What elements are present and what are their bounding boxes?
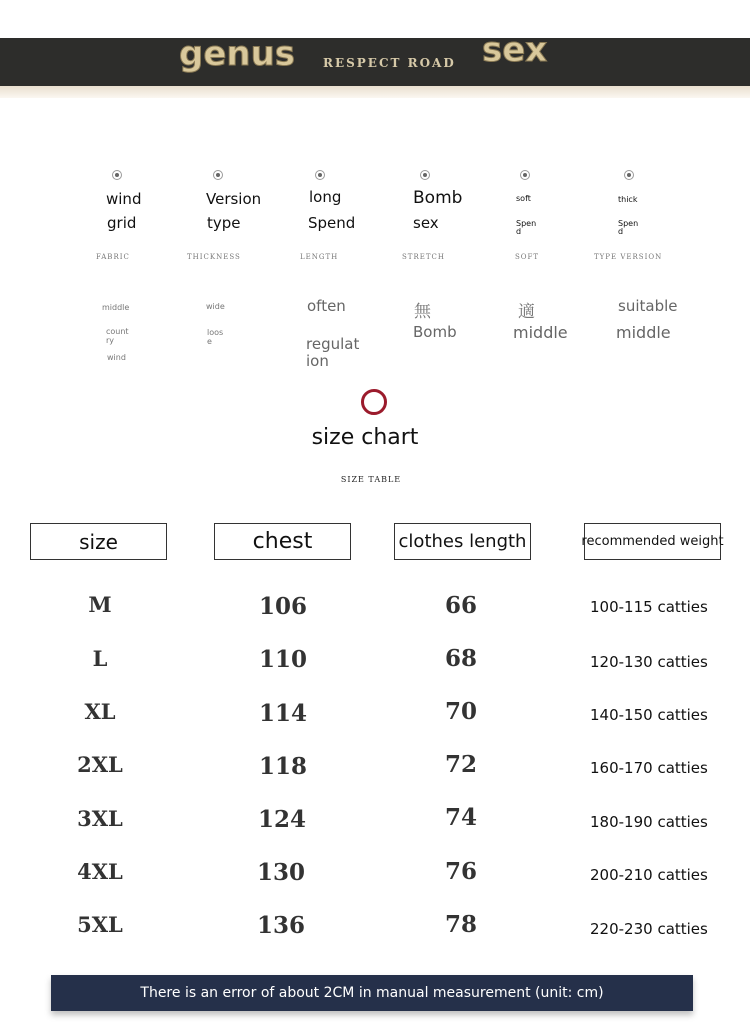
attribute-option: wind (107, 353, 126, 362)
attribute-label-type-line2: Spen d (618, 219, 639, 236)
attribute-label-fabric-line2: grid (107, 214, 137, 232)
attribute-radio-fabric[interactable] (112, 170, 122, 180)
attribute-category-length: LENGTH (300, 253, 339, 261)
attribute-option: often (307, 297, 346, 315)
attribute-label-soft-line1: soft (516, 194, 531, 203)
attribute-radio-stretch[interactable] (420, 170, 430, 180)
attribute-option: suitable (618, 297, 678, 315)
table-cell-length: 68 (444, 645, 477, 672)
table-cell-chest: 118 (258, 753, 307, 780)
attribute-option: count ry (106, 327, 129, 345)
banner-divider (0, 86, 750, 98)
table-cell-chest: 136 (256, 912, 305, 939)
attribute-category-soft: SOFT (515, 253, 540, 261)
table-cell-weight: 200-210 catties (590, 866, 708, 884)
table-cell-chest: 114 (258, 700, 307, 727)
attribute-radio-length[interactable] (315, 170, 325, 180)
attribute-radio-thickness[interactable] (213, 170, 223, 180)
attribute-option: 無 (414, 302, 431, 322)
attribute-radio-soft[interactable] (520, 170, 530, 180)
table-cell-length: 72 (444, 751, 477, 778)
table-cell-chest: 124 (257, 806, 306, 833)
table-cell-weight: 140-150 catties (590, 706, 708, 724)
banner-right-word: sex (482, 30, 548, 70)
table-cell-size: 4XL (77, 859, 123, 884)
attribute-label-length-line1: long (309, 188, 342, 206)
table-cell-size: L (92, 646, 108, 671)
attribute-option: 適 (518, 302, 535, 322)
attribute-option: loos e (207, 328, 224, 346)
attribute-option: Bomb (413, 323, 457, 341)
table-header-size: size (30, 523, 167, 560)
section-ring-icon (361, 389, 387, 415)
table-cell-weight: 180-190 catties (590, 813, 708, 831)
banner-left-word: genus (179, 34, 296, 74)
attribute-label-stretch-line1: Bomb (413, 188, 463, 208)
table-cell-length: 70 (444, 698, 477, 725)
table-cell-size: 5XL (77, 912, 123, 937)
table-cell-weight: 160-170 catties (590, 759, 708, 777)
table-cell-length: 78 (444, 911, 477, 938)
attribute-option: middle (102, 303, 130, 312)
table-cell-length: 66 (444, 592, 477, 619)
measurement-note: There is an error of about 2CM in manual measurement (unit: cm) (51, 975, 693, 1011)
table-header-weight: recommended weight (584, 523, 721, 560)
attribute-radio-type-version[interactable] (624, 170, 634, 180)
attribute-category-fabric: FABRIC (96, 253, 130, 261)
attribute-option: middle (513, 323, 568, 342)
table-cell-weight: 100-115 catties (590, 598, 708, 616)
banner-center-text: RESPECT ROAD (323, 56, 456, 70)
attribute-option: wide (206, 302, 225, 311)
attribute-label-thickness-line2: type (207, 214, 241, 232)
attribute-label-type-line1: thick (618, 195, 638, 204)
attribute-category-stretch: STRETCH (402, 253, 445, 261)
size-chart-title: size chart (311, 425, 419, 450)
size-chart-subtitle: SIZE TABLE (340, 475, 402, 484)
table-cell-size: XL (84, 699, 116, 724)
attribute-label-soft-line2: Spen d (516, 219, 537, 236)
table-cell-length: 74 (444, 804, 477, 831)
table-cell-chest: 106 (258, 593, 307, 620)
table-header-length: clothes length (394, 523, 531, 560)
table-cell-size: M (88, 592, 112, 617)
attribute-label-fabric-line1: wind (106, 190, 142, 208)
attribute-option: middle (616, 323, 671, 342)
attribute-label-length-line2: Spend (308, 214, 356, 232)
attribute-option: regulat ion (306, 335, 360, 370)
table-cell-length: 76 (444, 858, 477, 885)
table-cell-size: 3XL (77, 806, 123, 831)
attribute-label-thickness-line1: Version (206, 190, 262, 208)
table-cell-chest: 130 (256, 859, 305, 886)
table-cell-weight: 120-130 catties (590, 653, 708, 671)
table-cell-size: 2XL (77, 752, 123, 777)
table-cell-weight: 220-230 catties (590, 920, 708, 938)
table-header-chest: chest (214, 523, 351, 560)
attribute-category-type-version: TYPE VERSION (594, 253, 663, 261)
table-cell-chest: 110 (258, 646, 307, 673)
attribute-category-thickness: THICKNESS (187, 253, 241, 261)
attribute-label-stretch-line2: sex (413, 214, 439, 232)
